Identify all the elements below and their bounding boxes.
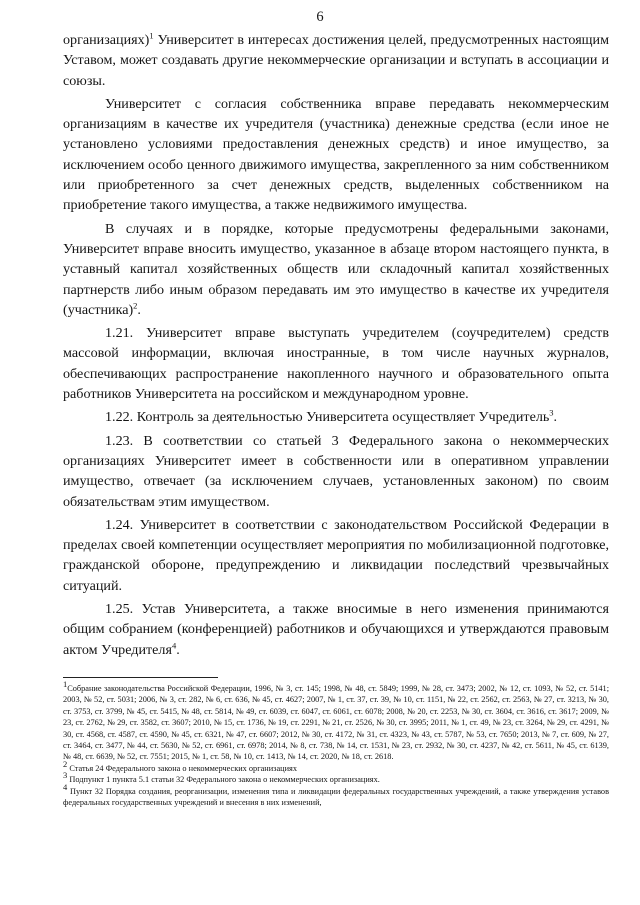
paragraph-text: Университет в интересах достижения целей, предусмотренных настоящим Уставом, может создавать другие некоммерческие организации и вступать в ассоциации и союзы. xyxy=(63,32,609,89)
footnote-2 xyxy=(63,759,609,774)
page-number: 6 xyxy=(316,9,324,25)
paragraph-continuation xyxy=(63,30,609,91)
paragraph: Университет с согласия собственника вправе передавать некоммерческим организациям в качестве их учредителя (участника) денежные средства (если иное не установлено условиями предоставления денежных средств) и иное имущество, за исключением особо ценного движимого имущества, закрепленного за ним собственником или приобретенного за счет денежных средств, выделенных собственником на приобретение такого имущества, а также недвижимого имущества. xyxy=(63,95,609,214)
paragraph xyxy=(63,219,609,320)
paragraph-1-23: 1.23. В соответствии со статьей 3 Федерального закона о некоммерческих организациях Университет имеет в собственности или в оперативном управлении имущество, отвечает (за исключением случаев, установленных законом) по своим обязательствам этим имуществом. xyxy=(63,432,609,510)
footnote-number: 1 xyxy=(63,679,68,690)
paragraph-text: организациях) xyxy=(63,32,150,48)
paragraph-1-21: 1.21. Университет вправе выступать учредителем (соучредителем) средств массовой информации, включая иностранные, в том числе научных журналов, обеспечивающих распространение накопленного научного и образовательного опыта работников Университета на российском и международном уровне. xyxy=(63,325,609,403)
footnotes xyxy=(63,679,609,808)
paragraph-1-24: 1.24. Университет в соответствии с законодательством Российской Федерации в пределах своей компетенции осуществляет мероприятия по мобилизационной подготовке, гражданской обороне, предупреждению и ликвидации последствий чрезвычайных ситуаций. xyxy=(63,516,609,594)
footnote-number: 2 xyxy=(63,759,68,770)
footnote-number: 4 xyxy=(63,781,68,792)
paragraph-text: В случаях и в порядке, которые предусмотрены федеральными законами, Университет вправе вносить имущество, указанное в абзаце втором настоящего пункта, в уставный капитал хозяйственных обществ или складочный капитал хозяйственных партнерств либо иным образом передавать им это имущество в качестве их учредителя (участника) xyxy=(63,220,609,318)
paragraph-text: . xyxy=(137,301,141,318)
footnote-text: Подпункт 1 пункта 5.1 статьи 32 Федерального закона о некоммерческих организациях. xyxy=(69,775,380,785)
footnote-ref: 4 xyxy=(171,639,177,650)
footnote-4 xyxy=(63,781,609,809)
document-body xyxy=(63,30,609,663)
footnote-ref: 1 xyxy=(149,30,154,41)
paragraph-text: 1.25. Устав Университета, а также вносимые в него изменения принимаются общим собранием (конференцией) работников и обучающихся и утверждаются правовым актом Учредителя xyxy=(63,601,609,658)
footnote-1 xyxy=(63,679,609,763)
paragraph-text: . xyxy=(176,641,180,658)
footnote-text: Собрание законодательства Российской Федерации, 1996, № 3, ст. 145; 1998, № 48, ст. 5849; 1999, № 28, ст. 3473; 2002, № 12, ст. 1093, № 52, ст. 5141; 2003, № 52, ст. 5031; 2006, № 3, ст. 282, № 6, ст. 636, № 45, ст. 4627; 2007, № 1, ст. 37, ст. 39, № 10, ст. 1151, № 22, ст. 2562, ст. 2563, № 27, ст. 3213, № 30, ст. 3753, ст. 3799, № 45, ст. 5415, № 48, ст. 5814, № 49, ст. 6039, ст. 6047, ст. 6061, ст. 6078; 2008, № 20, ст. 2253, № 30, ст. 3604, ст. 3616, ст. 3617; 2009, № 23, ст. 2762, № 29, ст. 3582, ст. 3607; 2010, № 15, ст. 1736, № 19, ст. 2291, № 21, ст. 2526, № 30, ст. 3995; 2011, № 1, ст. 49, № 23, ст. 3264, № 29, ст. 4291, № 30, ст. 4568, ст. 4587, ст. 4590, № 45, ст. 6321, № 47, ст. 6607; 2012, № 30, ст. 4172, № 31, ст. 4323, № 43, ст. 5787, № 53, ст. 7650; 2013, № 7, ст. 609, № 27, ст. 3464, ст. 3477, № 44, ст. 5630, № 52, ст. 6961, ст. 6978; 2014, № 8, ст. 738, № 14, ст. 1531, № 23, ст. 2932, № 30, ст. 4237, № 42, ст. 5611, № 45, ст. 6139, № 48, ст. 6639, № 52, ст. 7551; 2015, № 1, ст. 58, № 10, ст. 1413, № 14, ст. 2020, № 18, ст. 2618. xyxy=(63,684,609,762)
paragraph-1-25 xyxy=(63,599,609,660)
footnote-ref: 3 xyxy=(549,407,554,418)
footnote-ref: 2 xyxy=(133,300,138,311)
footnote-separator xyxy=(63,677,218,678)
footnote-text: Пункт 32 Порядка создания, реорганизации, изменения типа и ликвидации федеральных государственных учреждений, а также утверждения уставов федеральных государственных учреждений и внесения в них изменений, xyxy=(63,786,609,808)
paragraph-1-22 xyxy=(63,407,609,427)
footnote-number: 3 xyxy=(63,770,68,781)
footnote-3 xyxy=(63,770,609,785)
paragraph-text: . xyxy=(553,409,558,426)
paragraph-text: 1.22. Контроль за деятельностью Университета осуществляет Учредитель xyxy=(105,409,550,426)
footnote-text: Статья 24 Федерального закона о некоммерческих организациях xyxy=(69,763,297,773)
